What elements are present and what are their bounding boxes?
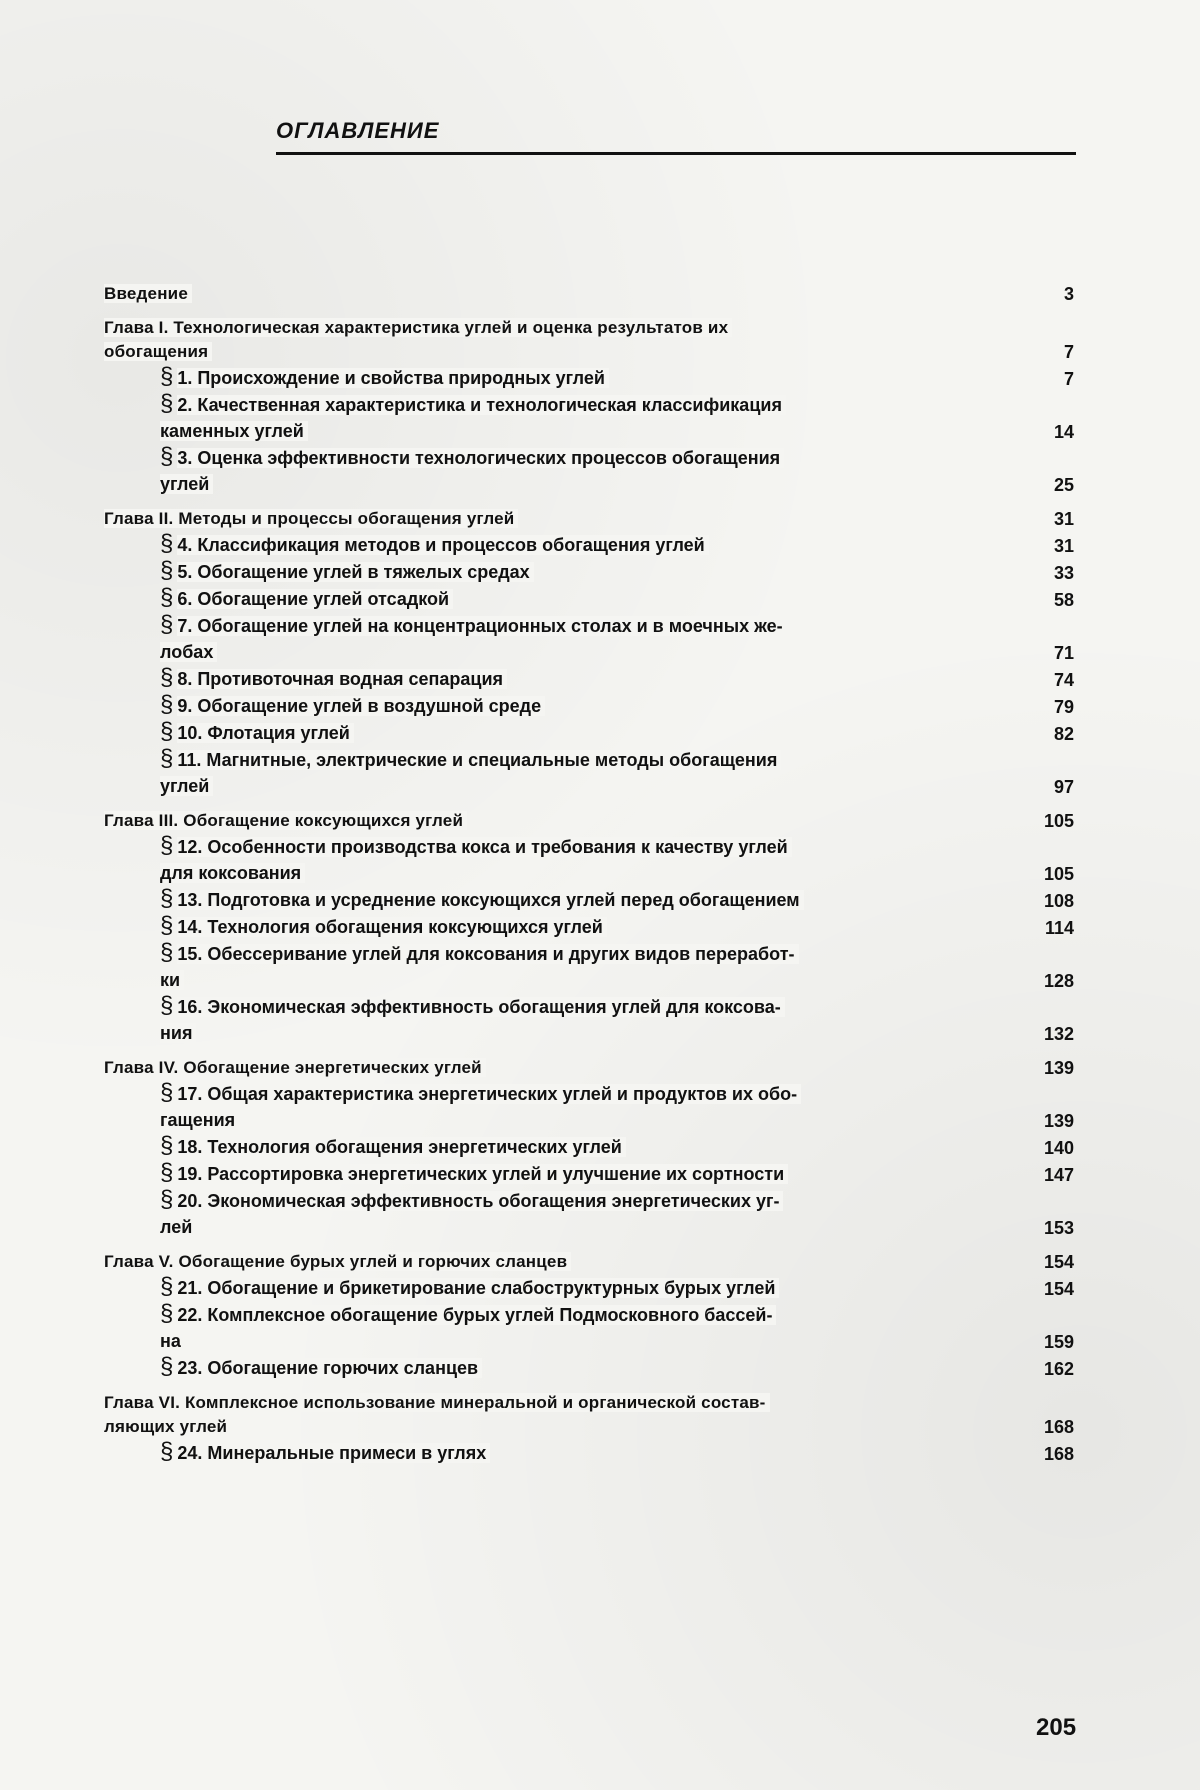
toc-page-number: 154 [1043, 1252, 1074, 1272]
toc-entry-title [160, 940, 1024, 993]
section-sign: § [160, 1133, 174, 1159]
toc-entry-line: Глава VI. Комплексное использование минеральной и органической состав- [104, 1393, 770, 1412]
toc-entry-line: 10. Флотация углей [177, 723, 353, 743]
toc-section-entry[interactable] [104, 913, 1074, 940]
toc-entry-title [160, 833, 1024, 886]
toc-chapter-entry[interactable] [104, 1056, 1074, 1080]
section-sign: § [160, 719, 174, 745]
toc-page-number: 139 [1043, 1111, 1074, 1131]
page-header [276, 118, 1076, 155]
toc-entry-title [160, 719, 1024, 746]
toc-chapter-entry[interactable] [104, 1391, 1074, 1439]
toc-entry-title [160, 558, 1024, 585]
toc-page-number: 147 [1043, 1165, 1074, 1185]
toc-entry-line: 1. Происхождение и свойства природных углей [177, 368, 609, 388]
toc-chapter-entry[interactable] [104, 809, 1074, 833]
toc-entry-line: 12. Особенности производства кокса и требования к качеству углей [177, 837, 791, 857]
toc-entry-title [160, 692, 1024, 719]
toc-entry-title [104, 1250, 1024, 1274]
toc-entry-title [160, 1133, 1024, 1160]
toc-entry-line: 19. Рассортировка энергетических углей и улучшение их сортности [177, 1164, 788, 1184]
toc-chapter-entry[interactable] [104, 507, 1074, 531]
toc-entry-title [104, 507, 1024, 531]
toc-entry-title [160, 1274, 1024, 1301]
toc-page-number: 25 [1053, 475, 1074, 495]
toc-section-entry[interactable] [104, 444, 1074, 497]
toc-page-number: 114 [1044, 918, 1074, 938]
toc-section-entry[interactable] [104, 364, 1074, 391]
toc-page-number: 132 [1043, 1024, 1074, 1044]
toc-entry-title [160, 531, 1024, 558]
toc-section-entry[interactable] [104, 1080, 1074, 1133]
toc-entry-title [160, 993, 1024, 1046]
section-sign: § [160, 913, 174, 939]
toc-chapter-entry[interactable] [104, 282, 1074, 306]
toc-entry-line: ния [160, 1023, 196, 1043]
toc-entry-line: углей [160, 474, 213, 494]
toc-entry-line: Глава II. Методы и процессы обогащения углей [104, 509, 518, 528]
toc-entry-line: 9. Обогащение углей в воздушной среде [177, 696, 545, 716]
toc-page-number: 71 [1053, 643, 1074, 663]
toc-section-entry[interactable] [104, 1301, 1074, 1354]
toc-entry-line: Глава III. Обогащение коксующихся углей [104, 811, 467, 830]
section-sign: § [160, 1080, 174, 1106]
toc-entry-line: Глава IV. Обогащение энергетических углей [104, 1058, 486, 1077]
toc-entry-line: Введение [104, 284, 192, 303]
toc-page-number: 33 [1053, 563, 1074, 583]
toc-entry-line: 13. Подготовка и усреднение коксующихся углей перед обогащением [177, 890, 803, 910]
section-sign: § [160, 692, 174, 718]
toc-section-entry[interactable] [104, 993, 1074, 1046]
toc-page-number: 139 [1043, 1058, 1074, 1078]
toc-entry-line: 3. Оценка эффективности технологических процессов обогащения [177, 448, 784, 468]
toc-page-number: 74 [1053, 670, 1074, 690]
section-sign: § [160, 665, 174, 691]
toc-entry-line: 14. Технология обогащения коксующихся углей [177, 917, 606, 937]
toc-entry-title [160, 1080, 1024, 1133]
section-sign: § [160, 1187, 174, 1213]
toc-entry-title [160, 1354, 1024, 1381]
toc-entry-line: 6. Обогащение углей отсадкой [177, 589, 453, 609]
toc-section-entry[interactable] [104, 558, 1074, 585]
section-sign: § [160, 746, 174, 772]
toc-page-number: 105 [1043, 811, 1074, 831]
toc-page-number: 153 [1043, 1218, 1074, 1238]
toc-section-entry[interactable] [104, 746, 1074, 799]
toc-entry-title [160, 1439, 1024, 1466]
toc-entry-title [160, 1187, 1024, 1240]
toc-entry-line: лей [160, 1217, 196, 1237]
toc-section-entry[interactable] [104, 940, 1074, 993]
toc-page-number: 79 [1053, 697, 1074, 717]
toc-entry-title [104, 316, 1024, 364]
section-sign: § [160, 531, 174, 557]
toc-entry-line: 11. Магнитные, электрические и специальные методы обогащения [177, 750, 781, 770]
toc-entry-line: углей [160, 776, 213, 796]
toc-chapter-entry[interactable] [104, 316, 1074, 364]
toc-entry-title [160, 665, 1024, 692]
toc-entry-line: 7. Обогащение углей на концентрационных столах и в моечных же- [177, 616, 786, 636]
toc-entry-title [160, 585, 1024, 612]
page-title: ОГЛАВЛЕНИЕ [276, 118, 440, 143]
section-sign: § [160, 364, 174, 390]
toc-entry-line: 2. Качественная характеристика и технологическая классификация [177, 395, 786, 415]
toc-entry-line: 17. Общая характеристика энергетических углей и продуктов их обо- [177, 1084, 801, 1104]
toc-section-entry[interactable] [104, 585, 1074, 612]
toc-entry-line: на [160, 1331, 185, 1351]
toc-page-number: 3 [1063, 284, 1074, 304]
toc-section-entry[interactable] [104, 692, 1074, 719]
toc-page-number: 105 [1043, 864, 1074, 884]
toc-entry-title [160, 746, 1024, 799]
section-sign: § [160, 1354, 174, 1380]
toc-page-number: 108 [1043, 891, 1074, 911]
toc-entry-line: ки [160, 970, 184, 990]
toc-entry-title [104, 809, 1024, 833]
toc-entry-title [160, 1301, 1024, 1354]
toc-entry-line: 5. Обогащение углей в тяжелых средах [177, 562, 533, 582]
toc-entry-line: 20. Экономическая эффективность обогащения энергетических уг- [177, 1191, 783, 1211]
toc-entry-line: Глава V. Обогащение бурых углей и горючих сланцев [104, 1252, 571, 1271]
section-sign: § [160, 444, 174, 470]
toc-page-number: 7 [1063, 342, 1074, 362]
toc-section-entry[interactable] [104, 886, 1074, 913]
toc-entry-title [160, 364, 1024, 391]
toc-entry-title [160, 612, 1024, 665]
toc-page-number: 168 [1043, 1444, 1074, 1464]
section-sign: § [160, 585, 174, 611]
toc-section-entry[interactable] [104, 531, 1074, 558]
section-sign: § [160, 993, 174, 1019]
toc-entry-title [160, 913, 1024, 940]
toc-section-entry[interactable] [104, 1133, 1074, 1160]
section-sign: § [160, 391, 174, 417]
toc-section-entry[interactable] [104, 1354, 1074, 1381]
toc-entry-line: для коксования [160, 863, 305, 883]
toc-entry-line: 21. Обогащение и брикетирование слабоструктурных бурых углей [177, 1278, 779, 1298]
toc-section-entry[interactable] [104, 833, 1074, 886]
toc-entry-line: 8. Противоточная водная сепарация [177, 669, 507, 689]
section-sign: § [160, 1274, 174, 1300]
toc-entry-line: 15. Обессеривание углей для коксования и других видов переработ- [177, 944, 798, 964]
toc-entry-title [104, 1391, 1024, 1439]
toc-section-entry[interactable] [104, 391, 1074, 444]
toc-entry-line: лобах [160, 642, 217, 662]
toc-page-number: 7 [1063, 369, 1074, 389]
toc-section-entry[interactable] [104, 1439, 1074, 1466]
toc-chapter-entry[interactable] [104, 1250, 1074, 1274]
toc-entry-line: 24. Минеральные примеси в углях [177, 1443, 490, 1463]
section-sign: § [160, 1301, 174, 1327]
section-sign: § [160, 1160, 174, 1186]
toc-page-number: 162 [1043, 1359, 1074, 1379]
toc-entry-line: 16. Экономическая эффективность обогащения углей для коксова- [177, 997, 784, 1017]
toc-page-number: 140 [1043, 1138, 1074, 1158]
toc-page-number: 58 [1053, 590, 1074, 610]
toc-entry-title [104, 282, 1024, 306]
section-sign: § [160, 833, 174, 859]
section-sign: § [160, 940, 174, 966]
toc-entry-title [160, 391, 1024, 444]
toc-entry-line: ляющих углей [104, 1417, 231, 1436]
toc-page-number: 168 [1043, 1417, 1074, 1437]
toc-page-number: 154 [1043, 1279, 1074, 1299]
toc-page-number: 82 [1053, 724, 1074, 744]
toc-entry-line: 22. Комплексное обогащение бурых углей Подмосковного бассей- [177, 1305, 776, 1325]
page-number: 205 [1036, 1714, 1077, 1741]
toc-page-number: 31 [1053, 509, 1074, 529]
toc-entry-title [160, 886, 1024, 913]
toc-page-number: 159 [1043, 1332, 1074, 1352]
toc-entry-line: Глава I. Технологическая характеристика углей и оценка результатов их [104, 318, 732, 337]
toc-entry-line: 23. Обогащение горючих сланцев [177, 1358, 482, 1378]
toc-page-number: 14 [1053, 422, 1074, 442]
toc-section-entry[interactable] [104, 1160, 1074, 1187]
toc-section-entry[interactable] [104, 665, 1074, 692]
toc-entry-title [160, 1160, 1024, 1187]
toc-entry-line: 4. Классификация методов и процессов обогащения углей [177, 535, 708, 555]
toc-section-entry[interactable] [104, 612, 1074, 665]
toc-entry-line: 18. Технология обогащения энергетических углей [177, 1137, 625, 1157]
toc-page-number: 31 [1053, 536, 1074, 556]
section-sign: § [160, 886, 174, 912]
toc-section-entry[interactable] [104, 719, 1074, 746]
toc-page-number: 97 [1053, 777, 1074, 797]
toc-entry-line: каменных углей [160, 421, 308, 441]
toc-entry-line: гащения [160, 1110, 239, 1130]
toc-section-entry[interactable] [104, 1274, 1074, 1301]
section-sign: § [160, 612, 174, 638]
section-sign: § [160, 558, 174, 584]
section-sign: § [160, 1439, 174, 1465]
toc-entry-line: обогащения [104, 342, 212, 361]
toc-page-number: 128 [1043, 971, 1074, 991]
toc-section-entry[interactable] [104, 1187, 1074, 1240]
table-of-contents [104, 282, 1074, 1466]
toc-entry-title [104, 1056, 1024, 1080]
toc-entry-title [160, 444, 1024, 497]
